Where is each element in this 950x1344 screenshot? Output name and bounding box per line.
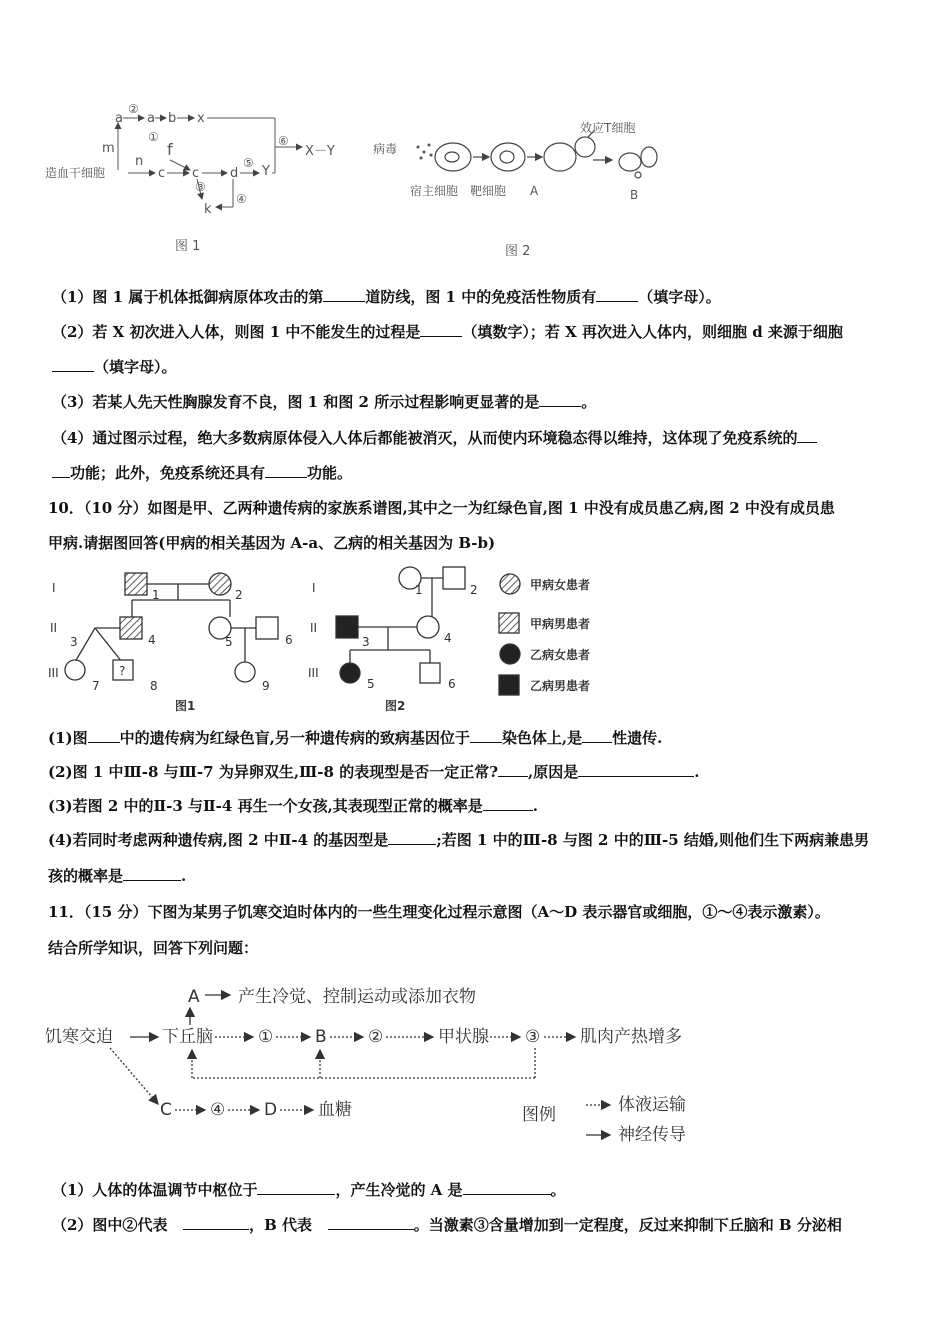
gen-I: I — [52, 581, 56, 595]
ped1-num-4: 4 — [148, 633, 156, 647]
muscle-heat: 肌肉产热增多 — [580, 1027, 682, 1047]
q10-part2: (2)图 1 中Ⅲ-8 与Ⅲ-7 为异卵双生,Ⅲ-8 的表现型是否一定正常? ,原因是 . — [48, 763, 700, 781]
circle-3: ③ — [195, 180, 206, 194]
hormone-1: ① — [258, 1027, 274, 1047]
legend-nerve: 神经传导 — [618, 1125, 686, 1145]
ped1-num-6: 6 — [285, 633, 293, 647]
q9-part4-cont: 功能；此外，免疫系统还具有 功能。 — [52, 463, 352, 483]
q11-part2: （2）图中②代表 ，B 代表 。当激素③含量增加到一定程度，反过来抑制下丘脑和 B 分泌相 — [52, 1216, 842, 1234]
blood-sugar: 血糖 — [318, 1100, 352, 1120]
q11-heading: 11．（15 分）下图为某男子饥寒交迫时体内的一些生理变化过程示意图（A～D 表示器官或细胞，①～④表示激素）。 — [48, 903, 830, 921]
node-D: D — [264, 1100, 278, 1120]
node-a2: a — [147, 111, 155, 126]
gen-I-2: I — [312, 581, 316, 595]
circle-5: ⑤ — [243, 156, 254, 170]
q9-part3: （3）若某人先天性胸腺发育不良，图 1 和图 2 所示过程影响更显著的是 。 — [52, 393, 597, 411]
q10-part4-cont: 孩的概率是 . — [48, 867, 187, 885]
thermoregulation-figure — [40, 970, 720, 1155]
legend-fluid: 体液运输 — [618, 1095, 686, 1115]
node-hypothalamus: 下丘脑 — [162, 1027, 213, 1047]
ped1-num-7: 7 — [92, 679, 100, 693]
ped2-num-2: 2 — [470, 583, 478, 597]
node-k: k — [204, 202, 212, 217]
ped1-num-3: 3 — [70, 635, 78, 649]
circle-2: ② — [128, 102, 139, 116]
gen-II-2: II — [310, 621, 318, 635]
q10-part4: (4)若同时考虑两种遗传病,图 2 中Ⅱ-4 的基因型是 ;若图 1 中的Ⅲ-8 与图 2 中的Ⅲ-5 结婚,则他们生下两病兼患男 — [48, 831, 870, 849]
virus-label: 病毒 — [373, 142, 398, 156]
gen-III-2: III — [308, 666, 319, 680]
node-d: d — [230, 166, 239, 181]
q10-part1: (1)图 中的遗传病为红绿色盲,另一种遗传病的致病基因位于 染色体上,是 性遗传. — [48, 729, 663, 747]
ped1-num-2: 2 — [235, 588, 243, 602]
pedigree-figure — [40, 562, 640, 717]
host-cell-label: 宿主细胞 — [410, 184, 459, 198]
node-c: c — [158, 166, 166, 181]
node-f: f — [167, 140, 173, 159]
gen-III: III — [48, 666, 59, 680]
q10-part3: (3)若图 2 中的Ⅱ-3 与Ⅱ-4 再生一个女孩,其表现型正常的概率是 . — [48, 797, 539, 815]
fig2-caption: 图 2 — [505, 244, 531, 259]
ped1-question: ? — [119, 664, 126, 678]
ped2-num-3: 3 — [362, 635, 370, 649]
circle-4: ④ — [236, 192, 247, 206]
hormone-2: ② — [368, 1027, 384, 1047]
ped2-num-4: 4 — [444, 631, 452, 645]
ped2-num-1: 1 — [415, 583, 423, 597]
stem-cell: 造血干细胞 — [45, 166, 106, 180]
ped2-num-6: 6 — [448, 677, 456, 691]
legend-a-male: 甲病男患者 — [530, 617, 591, 631]
ped2-num-5: 5 — [367, 677, 375, 691]
label-B: B — [630, 188, 639, 202]
q10-heading-cont: 甲病.请据图回答(甲病的相关基因为 A-a、乙病的相关基因为 B-b) — [48, 534, 496, 552]
node-a: a — [115, 111, 123, 126]
hunger-cold: 饥寒交迫 — [45, 1027, 113, 1047]
fig1-caption: 图 1 — [175, 239, 201, 254]
circle-1: ① — [148, 130, 159, 144]
immune-figure — [40, 95, 690, 270]
label-A: A — [530, 184, 539, 198]
ped1-num-8: 8 — [150, 679, 158, 693]
ped1-caption: 图1 — [175, 699, 196, 713]
node-Y: Y — [262, 164, 270, 179]
hormone-3: ③ — [525, 1027, 541, 1047]
legend-b-male: 乙病男患者 — [530, 679, 591, 693]
q9-part2: （2）若 X 初次进入人体，则图 1 中不能发生的过程是 （填数字）；若 X 再次进入人体内，则细胞 d 来源于细胞 — [52, 323, 843, 341]
node-b: b — [168, 111, 177, 126]
label-XY: X－Y — [305, 144, 335, 159]
hormone-4: ④ — [210, 1100, 226, 1120]
node-thyroid: 甲状腺 — [438, 1027, 489, 1047]
ped1-num-1: 1 — [152, 588, 160, 602]
effector-t-label: 效应T细胞 — [580, 121, 636, 135]
gen-II: II — [50, 621, 58, 635]
q9-part4: （4）通过图示过程，绝大多数病原体侵入人体后都能被消灭，从而使内环境稳态得以维持，这体现了免疫系统的 — [52, 428, 817, 448]
A-outcome: 产生冷觉、控制运动或添加衣物 — [238, 987, 476, 1007]
legend-b-female: 乙病女患者 — [530, 648, 591, 662]
ped1-num-9: 9 — [262, 679, 270, 693]
node-A: A — [188, 987, 200, 1007]
legend-title: 图例 — [522, 1105, 556, 1125]
ped1-num-5: 5 — [225, 635, 233, 649]
circle-6: ⑥ — [278, 134, 289, 148]
label-n: n — [135, 154, 144, 169]
label-m: m — [102, 141, 115, 156]
node-c2: c — [192, 166, 200, 181]
legend-a-female: 甲病女患者 — [530, 578, 591, 592]
node-x: x — [197, 111, 205, 126]
q9-part1: （1）图 1 属于机体抵御病原体攻击的第 道防线，图 1 中的免疫活性物质有 （填字母）。 — [52, 288, 721, 306]
q11-heading-cont: 结合所学知识，回答下列问题： — [48, 939, 259, 957]
ped2-caption: 图2 — [385, 699, 406, 713]
node-B: B — [315, 1027, 327, 1047]
q9-part2-cont: （填字母）。 — [52, 357, 177, 377]
q10-heading: 10．（10 分）如图是甲、乙两种遗传病的家族系谱图,其中之一为红绿色盲,图 1 中没有成员患乙病,图 2 中没有成员患 — [48, 499, 835, 517]
q11-part1: （1）人体的体温调节中枢位于 ，产生冷觉的 A 是 。 — [52, 1181, 566, 1199]
target-cell-label: 靶细胞 — [470, 184, 507, 198]
node-C: C — [160, 1100, 172, 1120]
